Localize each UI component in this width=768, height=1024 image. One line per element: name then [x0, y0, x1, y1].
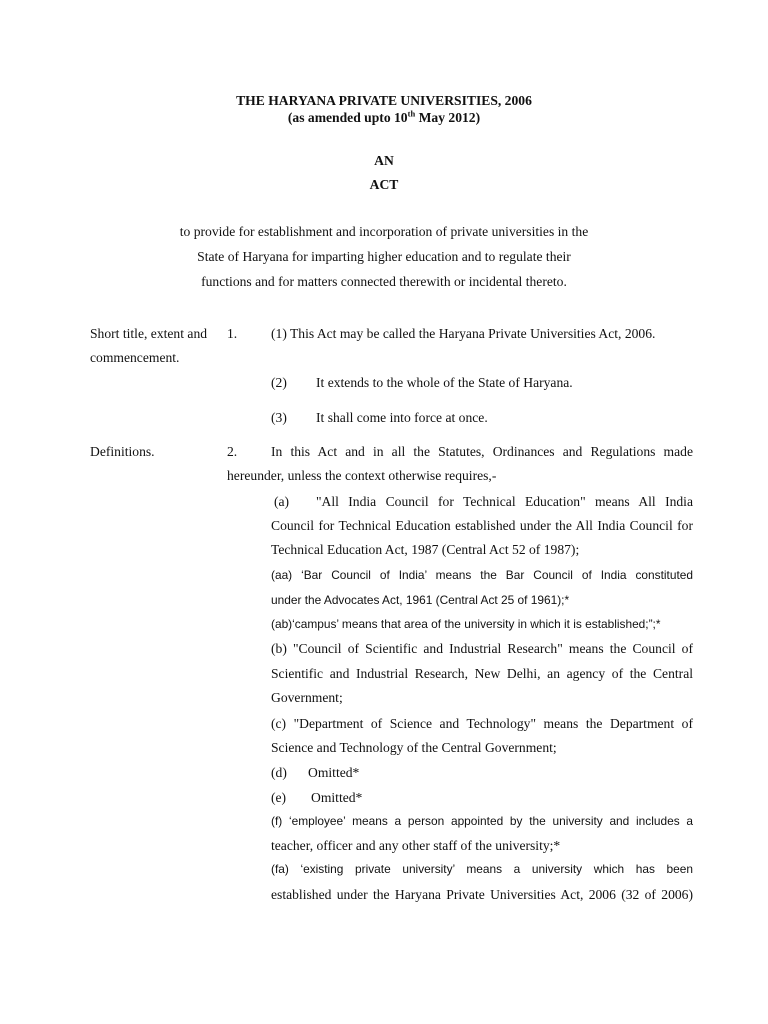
amendment-note-sup: th [407, 108, 416, 119]
clause-fa-line-1: (fa) ‘existing private university’ means a university which has been [271, 862, 693, 876]
section-1-sub-2-number: (2) [271, 375, 287, 390]
clause-f-line-1: (f) ‘employee’ means a person appointed by the university and includes a [271, 814, 693, 828]
amendment-note [0, 110, 768, 126]
clause-d-number: (d) [271, 765, 287, 780]
section-2-intro-line-2: hereunder, unless the context otherwise requires,- [227, 468, 497, 483]
heading-act: ACT [369, 177, 399, 192]
section-1-sub-3-number: (3) [271, 410, 287, 425]
amendment-note-prefix: (as amended upto 10 [287, 110, 408, 125]
section-2-intro-line-1: In this Act and in all the Statutes, Ordinances and Regulations made [271, 444, 693, 459]
preamble-line-3: functions and for matters connected therewith or incidental thereto. [201, 274, 567, 289]
clause-b-line-3: Government; [271, 690, 343, 705]
clause-ab-line-1: (ab)‘campus’ means that area of the university in which it is established;”;* [271, 617, 661, 631]
margin-note-definitions: Definitions. [90, 444, 155, 459]
margin-note-short-title: Short title, extent and [90, 326, 208, 341]
margin-note-commencement: commencement. [90, 350, 180, 365]
clause-a-line-2: Council for Technical Education established under the All India Council for [271, 518, 693, 533]
section-number-1: 1. [227, 326, 238, 341]
section-1-sub-1: (1) This Act may be called the Haryana Private Universities Act, 2006. [271, 326, 656, 341]
clause-fa-line-2: established under the Haryana Private Universities Act, 2006 (32 of 2006) [271, 887, 693, 902]
section-1-sub-3-text: It shall come into force at once. [316, 410, 488, 425]
clause-b-line-1: (b) "Council of Scientific and Industrial Research" means the Council of [271, 641, 693, 656]
clause-c-line-2: Science and Technology of the Central Government; [271, 740, 557, 755]
clause-d-text: Omitted* [308, 765, 360, 780]
section-1-sub-2-text: It extends to the whole of the State of Haryana. [316, 375, 573, 390]
document-title: THE HARYANA PRIVATE UNIVERSITIES, 2006 [236, 93, 532, 108]
clause-b-line-2: Scientific and Industrial Research, New Delhi, an agency of the Central [271, 666, 693, 681]
clause-e-text: Omitted* [311, 790, 363, 805]
clause-aa-line-1: (aa) ‘Bar Council of India’ means the Bar Council of India constituted [271, 568, 693, 582]
preamble-line-1: to provide for establishment and incorporation of private universities in the [179, 224, 589, 239]
clause-e-number: (e) [271, 790, 287, 805]
amendment-note-suffix: May 2012) [415, 110, 481, 125]
clause-c-line-1: (c) "Department of Science and Technology" means the Department of [271, 716, 693, 731]
clause-a-number: (a) [274, 494, 290, 509]
clause-aa-line-2: under the Advocates Act, 1961 (Central Act 25 of 1961);* [271, 593, 570, 607]
clause-a-line-3: Technical Education Act, 1987 (Central Act 52 of 1987); [271, 542, 580, 557]
heading-an: AN [374, 153, 394, 168]
clause-a-line-1: "All India Council for Technical Education" means All India [316, 494, 693, 509]
section-number-2: 2. [227, 444, 238, 459]
preamble-line-2: State of Haryana for imparting higher education and to regulate their [197, 249, 571, 264]
clause-f-line-2: teacher, officer and any other staff of the university;* [271, 838, 561, 853]
